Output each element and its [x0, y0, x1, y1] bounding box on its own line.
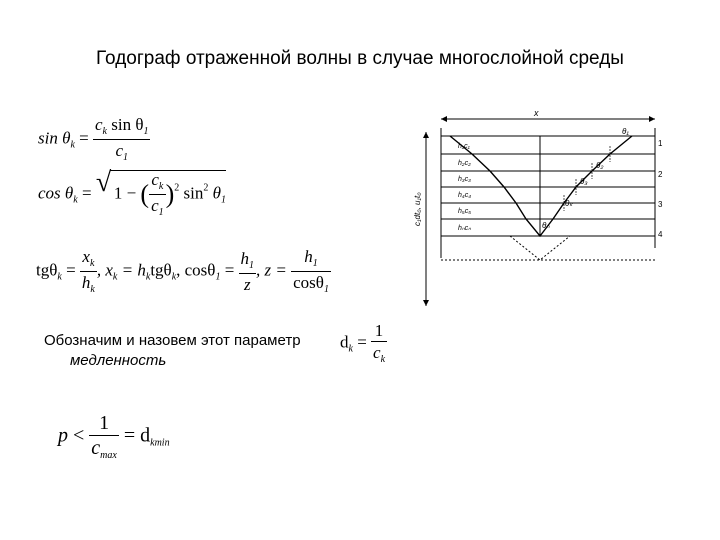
formula-p-lt: < — [73, 424, 85, 447]
formula-cos1: , cosθ — [176, 260, 216, 280]
layered-medium-diagram — [400, 108, 675, 308]
formula-z-fraction — [291, 248, 331, 295]
mirror-path-dashed — [510, 236, 570, 260]
formula-p-c: c — [91, 437, 101, 459]
formula-h1b-sub: 1 — [312, 258, 318, 269]
formula-cos-lhs-sub: k — [73, 194, 78, 206]
formula-hk: = h — [121, 260, 146, 280]
formula-cosb: cosθ — [293, 273, 324, 292]
formula-tg-lhs: tgθ — [36, 260, 58, 280]
layer-param-2: h₂c₂ — [458, 160, 471, 167]
formula-sin-den-c: c — [115, 141, 124, 160]
formula-p — [58, 413, 170, 461]
formula-sin-lhs: sin θ — [38, 128, 71, 148]
formula-p-c-sub: max — [100, 450, 117, 461]
formula-dk-c: c — [373, 343, 381, 362]
formula-tg-xk: x — [82, 247, 90, 266]
formula-tg-hk: h — [81, 273, 91, 292]
formula-sin-num-c: c — [95, 115, 103, 134]
z-axis-label: c₁dt₀, u₁t₀ — [413, 192, 422, 226]
sqrt-icon: √ — [95, 167, 112, 198]
layer-param-3: h₃c₃ — [458, 176, 471, 183]
layer-number-1: 1 — [658, 139, 663, 148]
formula-cos-ratio — [149, 171, 166, 218]
layer-number-4: 4 — [658, 230, 663, 239]
formula-eq3: = — [224, 260, 235, 280]
layer-number-2: 2 — [658, 170, 663, 179]
angle-label-1: θ₁ — [622, 127, 629, 136]
formula-z-eq: , z = — [256, 260, 287, 280]
slide-title: Годограф отраженной волны в случае многослойной среды — [96, 48, 624, 69]
formula-dk: d — [340, 332, 349, 352]
formula-cos-one: 1 − — [113, 183, 137, 203]
formula-cos-sin: sin — [183, 183, 204, 203]
formula-sin — [38, 116, 150, 163]
formula-h1-z — [239, 250, 257, 293]
note-text: Обозначим и назовем этот параметр — [44, 332, 301, 349]
formula-cos-eq: = — [81, 183, 92, 203]
formula-cos-sqrt: √ 1 − ( $\frac{c_k}{c_1}$ )$^2$ $\sin^2 \theta_1$ — [95, 167, 226, 218]
angle-label-3: θ₃ — [580, 177, 588, 186]
formula-cos-c1: c — [151, 196, 159, 215]
layer-number-3: 3 — [658, 200, 663, 209]
formula-dk-sub: k — [348, 343, 353, 355]
formula-p-d: = d — [123, 424, 151, 447]
z-arrow-up-icon — [423, 132, 429, 138]
formula-cos-theta-sub: 1 — [221, 194, 226, 206]
x-arrow-right-icon — [649, 116, 655, 122]
formula-p-one: 1 — [89, 413, 119, 436]
formula-dk-c-sub: k — [380, 354, 386, 365]
z-arrow-down-icon — [423, 300, 429, 306]
formula-p-lhs: p — [58, 424, 68, 447]
formula-cos1-sub: 1 — [215, 271, 221, 283]
formula-sin-fraction — [93, 116, 150, 163]
formula-dk-fraction — [371, 322, 387, 365]
formula-tg2: tgθ — [150, 260, 172, 280]
layer-param-1: h₁c₁ — [458, 143, 470, 150]
formula-sin-eq: = — [79, 128, 89, 148]
layer-param-5: h₅c₅ — [458, 208, 472, 215]
formula-cos-theta: θ — [212, 183, 221, 203]
formula-h1-sub: 1 — [249, 260, 255, 271]
formula-tg2-sub: k — [171, 271, 177, 283]
formula-sin-lhs-sub: k — [70, 139, 75, 151]
formula-cos-lhs: cos θ — [38, 183, 74, 203]
formula-hk-sub: k — [145, 271, 151, 283]
formula-cos-ck-sub: k — [158, 181, 164, 192]
formula-cos — [38, 167, 226, 218]
ray-path — [450, 136, 632, 236]
formula-xk-sub: k — [112, 271, 118, 283]
angle-label-2: θ₂ — [596, 161, 604, 170]
x-label: x — [534, 108, 539, 118]
layer-param-4: h₄c₄ — [458, 192, 472, 199]
formula-h1b: h — [304, 247, 313, 266]
x-arrow-left-icon — [441, 116, 447, 122]
formula-sin-num-rest: sin θ — [107, 115, 144, 134]
angle-label-n: θₙ — [542, 221, 550, 230]
formula-dk-eq: = — [357, 332, 367, 352]
formula-tg-lhs-sub: k — [57, 271, 62, 283]
formula-p-fraction — [89, 413, 119, 461]
formula-slowness — [340, 322, 387, 365]
formula-xk: , x — [96, 260, 113, 280]
formula-h1: h — [240, 249, 250, 268]
formula-dk-one: 1 — [371, 322, 387, 342]
note-term: медленность — [70, 352, 167, 369]
formula-tg-xk-sub: k — [89, 258, 95, 269]
formula-tg-hk-sub: k — [90, 284, 95, 295]
formula-tg-fraction — [80, 248, 97, 295]
formula-sin-num-sub: k — [102, 126, 107, 137]
layer-param-n: hₙcₙ — [458, 225, 471, 232]
formula-z: z — [243, 275, 251, 294]
formula-tg: tgθ$_k$ = $\frac{x_k}{h_k}$ , $x_k = h_ktg\theta_k$, cosθ$_1$ = $\frac{h_1}{z}$ , z = $\frac{h_1}{\cos\theta_1}$ — [36, 247, 329, 295]
formula-sin-num-rest-sub: 1 — [143, 126, 149, 137]
formula-cosb-sub: 1 — [323, 284, 329, 295]
formula-p-d-sub: kmin — [150, 437, 170, 449]
angle-label-k: θₖ — [565, 199, 573, 208]
formula-cos-ck: c — [151, 170, 159, 189]
formula-cos-c1-sub: 1 — [158, 207, 164, 218]
formula-sin-den-sub: 1 — [123, 152, 129, 163]
formula-cos-sin-sup: 2 — [203, 182, 209, 194]
formula-cos-square: 2 — [174, 182, 180, 194]
